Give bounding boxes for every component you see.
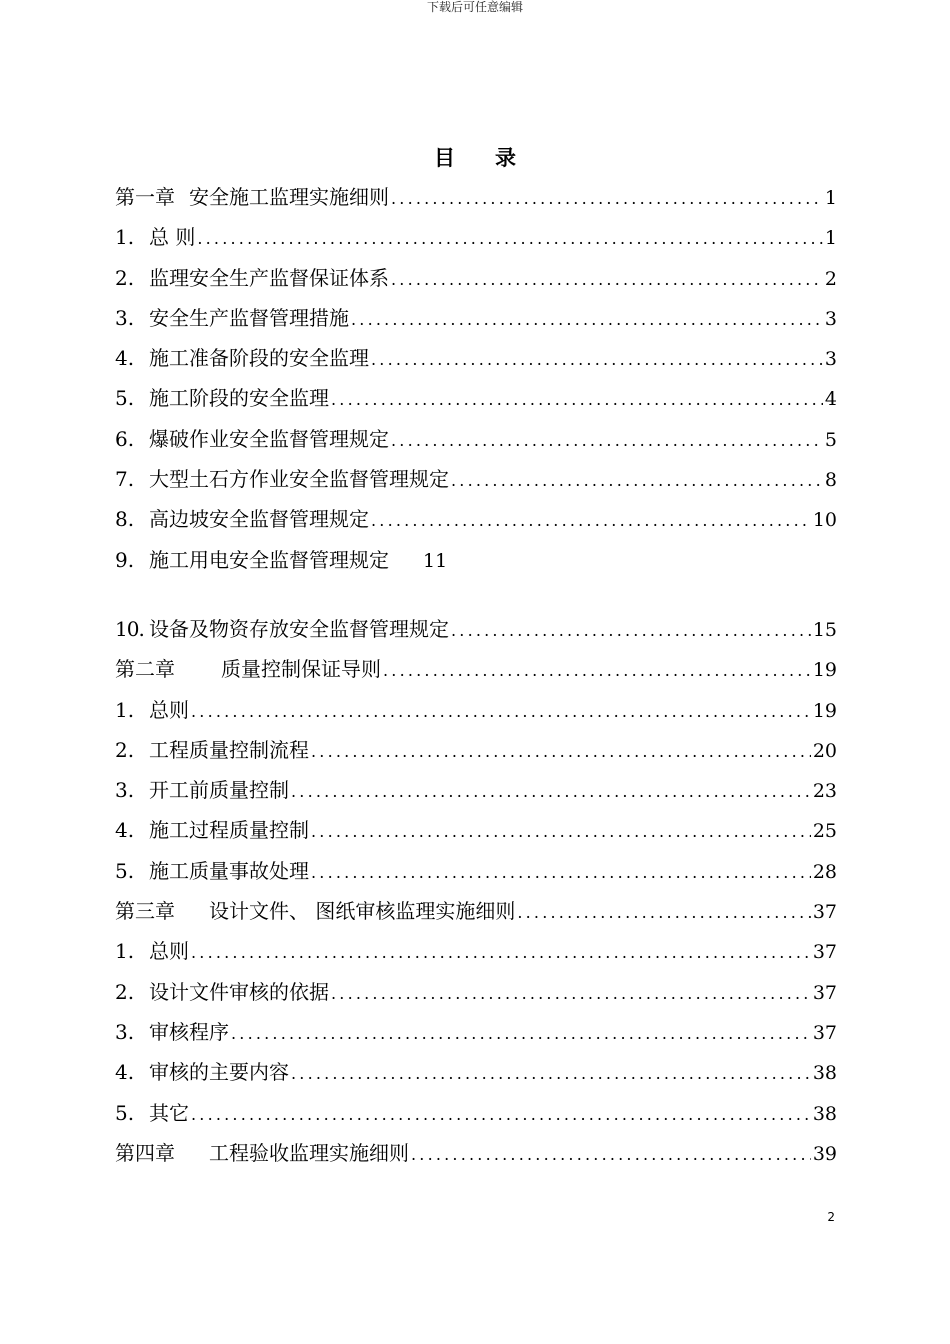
toc-entry-page: 10 (812, 509, 837, 532)
toc-entry-page: 25 (812, 820, 837, 843)
toc-entry-page: 4 (824, 388, 837, 411)
toc-entry-1-2[interactable] (115, 258, 837, 298)
toc-entry-page: 37 (812, 981, 837, 1004)
toc-entry-title: 工程验收监理实施细则 (209, 1140, 409, 1165)
dot-leader (291, 772, 811, 812)
toc-entry-3-4[interactable] (115, 1052, 837, 1092)
toc-entry-page: 37 (812, 1021, 837, 1044)
toc-entry-2-5[interactable] (115, 851, 837, 891)
toc-entry-2-1[interactable] (115, 690, 837, 730)
toc-entry-title: 施工质量事故处理 (149, 858, 309, 883)
toc-entry-page: 3 (824, 307, 837, 330)
toc-entry-number: 6. (115, 426, 135, 451)
toc-entry-page: 37 (812, 901, 837, 924)
toc-entry-1-9[interactable] (115, 540, 837, 580)
toc-entry-page: 19 (812, 659, 837, 682)
toc-entry-3-1[interactable] (115, 931, 837, 971)
toc-entry-number: 5. (115, 1100, 135, 1125)
toc-entry-number: 1. (115, 225, 135, 250)
toc-entry-chapter-3[interactable] (115, 891, 837, 931)
toc-entry-1-3[interactable] (115, 298, 837, 338)
toc-entry-title: 设备及物资存放安全监督管理规定 (149, 616, 449, 641)
toc-entry-2-4[interactable] (115, 810, 837, 850)
toc-entry-number: 5. (115, 858, 135, 883)
dot-leader (391, 179, 823, 219)
toc-entry-2-3[interactable] (115, 770, 837, 810)
toc-entry-chapter-2[interactable] (115, 649, 837, 689)
toc-entry-number: 4. (115, 346, 135, 371)
toc-entry-page: 20 (812, 739, 837, 762)
toc-entry-title: 质量控制保证导则 (221, 657, 381, 682)
dot-leader (371, 501, 811, 541)
dot-leader (351, 300, 823, 340)
toc-entry-number: 9. (115, 547, 135, 572)
toc-entry-page: 38 (812, 1102, 837, 1125)
toc-entry-number: 1. (115, 939, 135, 964)
dot-leader (191, 1095, 811, 1135)
toc-entry-number: 第二章 (115, 657, 175, 682)
toc-entry-number: 8. (115, 507, 135, 532)
toc-entry-title: 总则 (149, 697, 189, 722)
dot-leader (391, 260, 823, 300)
toc-entry-page: 3 (824, 348, 837, 371)
toc-entry-1-10[interactable] (115, 609, 837, 649)
toc-entry-3-3[interactable] (115, 1012, 837, 1052)
toc-entry-1-8[interactable] (115, 499, 837, 539)
dot-leader (311, 812, 811, 852)
toc-entry-title: 爆破作业安全监督管理规定 (149, 426, 389, 451)
toc-entry-page: 11 (423, 549, 448, 572)
toc-entry-number: 3. (115, 778, 135, 803)
toc-entry-title: 审核的主要内容 (149, 1060, 289, 1085)
dot-leader (451, 611, 811, 651)
toc-entry-page: 37 (812, 941, 837, 964)
table-of-contents (115, 177, 837, 1173)
toc-entry-number: 10. (115, 616, 144, 641)
toc-entry-number: 2. (115, 265, 135, 290)
toc-entry-number: 2. (115, 737, 135, 762)
toc-entry-number: 第四章 (115, 1140, 175, 1165)
toc-entry-number: 第一章 (115, 185, 175, 209)
toc-entry-title: 审核程序 (149, 1019, 229, 1044)
toc-entry-page: 39 (812, 1142, 837, 1165)
toc-entry-page: 15 (812, 618, 837, 641)
toc-entry-page: 19 (812, 699, 837, 722)
toc-entry-number: 2. (115, 979, 135, 1004)
toc-entry-1-1[interactable] (115, 217, 837, 257)
toc-entry-page: 28 (812, 860, 837, 883)
toc-entry-chapter-4[interactable] (115, 1133, 837, 1173)
toc-entry-title: 监理安全生产监督保证体系 (149, 265, 389, 290)
toc-entry-number: 第三章 (115, 899, 175, 924)
dot-leader (311, 853, 811, 893)
dot-leader (517, 893, 810, 933)
dot-leader (331, 974, 811, 1014)
toc-entry-title: 开工前质量控制 (149, 778, 289, 803)
toc-entry-title: 工程质量控制流程 (149, 737, 309, 762)
toc-entry-number: 4. (115, 1060, 135, 1085)
dot-leader (411, 1135, 811, 1175)
toc-entry-number: 7. (115, 467, 135, 492)
toc-entry-3-5[interactable] (115, 1093, 837, 1133)
toc-entry-title: 总 则 (149, 225, 196, 250)
toc-entry-title: 高边坡安全监督管理规定 (149, 507, 369, 532)
toc-entry-title: 大型土石方作业安全监督管理规定 (149, 467, 449, 492)
toc-entry-1-6[interactable] (115, 419, 837, 459)
dot-leader (331, 380, 823, 420)
toc-entry-number: 5. (115, 386, 135, 411)
toc-entry-chapter-1[interactable] (115, 177, 837, 217)
toc-entry-page: 8 (824, 469, 837, 492)
toc-entry-number: 4. (115, 818, 135, 843)
dot-leader (197, 219, 823, 259)
dot-leader (371, 340, 823, 380)
dot-leader (451, 461, 823, 501)
toc-entry-title: 设计文件、 图纸审核监理实施细则 (209, 899, 516, 924)
header-note: 下载后可任意编辑 (426, 0, 523, 14)
page-number: 2 (827, 1210, 835, 1224)
toc-entry-title: 施工过程质量控制 (149, 818, 309, 843)
dot-leader (291, 1054, 811, 1094)
toc-entry-title: 安全生产监督管理措施 (149, 305, 349, 330)
toc-entry-1-7[interactable] (115, 459, 837, 499)
toc-entry-page: 5 (824, 428, 837, 451)
toc-entry-number: 3. (115, 1019, 135, 1044)
toc-entry-title: 总则 (149, 939, 189, 964)
toc-entry-page: 38 (812, 1062, 837, 1085)
dot-leader (231, 1014, 811, 1054)
toc-entry-1-5[interactable] (115, 378, 837, 418)
toc-entry-page: 1 (824, 227, 837, 250)
toc-entry-page: 23 (812, 780, 837, 803)
toc-entry-page: 2 (824, 267, 837, 290)
toc-title: 目录 (434, 146, 556, 170)
toc-entry-1-4[interactable] (115, 338, 837, 378)
toc-entry-number: 1. (115, 697, 135, 722)
toc-entry-3-2[interactable] (115, 972, 837, 1012)
dot-leader (311, 732, 811, 772)
toc-entry-page: 1 (824, 187, 837, 209)
toc-entry-title: 设计文件审核的依据 (149, 979, 329, 1004)
dot-leader (191, 692, 811, 732)
dot-leader (383, 651, 811, 691)
dot-leader (191, 933, 811, 973)
toc-entry-title: 施工阶段的安全监理 (149, 386, 329, 411)
toc-entry-2-2[interactable] (115, 730, 837, 770)
toc-entry-number: 3. (115, 305, 135, 330)
dot-leader (391, 421, 823, 461)
toc-entry-title: 施工用电安全监督管理规定 (149, 547, 389, 572)
toc-entry-title: 其它 (149, 1100, 189, 1125)
toc-entry-title: 安全施工监理实施细则 (189, 185, 389, 209)
toc-entry-title: 施工准备阶段的安全监理 (149, 346, 369, 371)
